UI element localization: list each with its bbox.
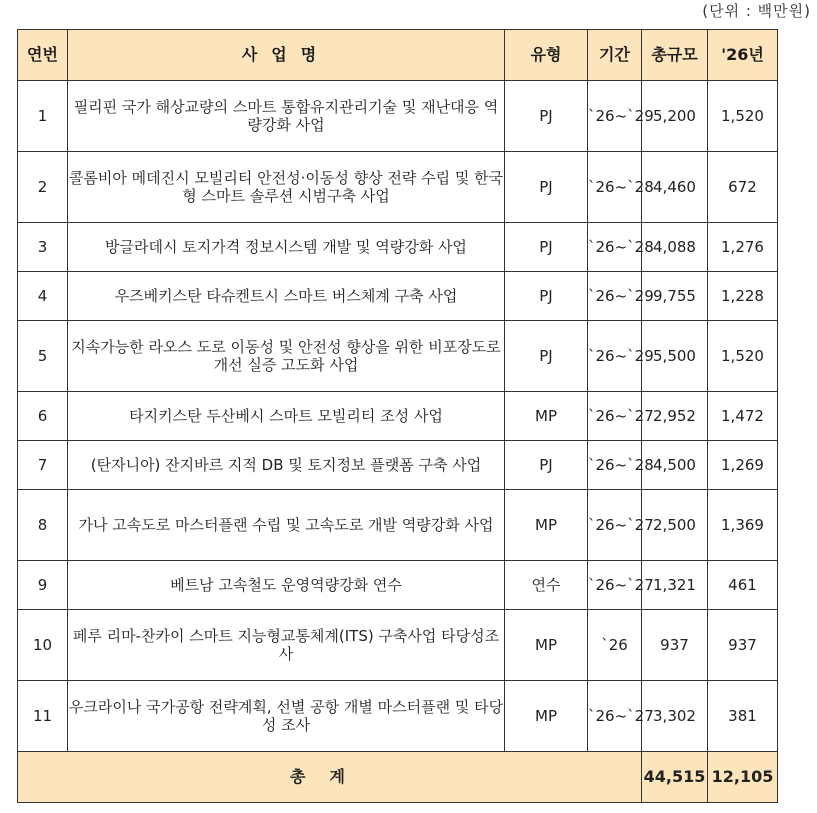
row-period: `26~`29 [588, 272, 642, 321]
row-period: `26 [588, 610, 642, 681]
row-total-scale: 937 [642, 610, 708, 681]
row-year26: 1,276 [708, 223, 778, 272]
row-year26: 1,228 [708, 272, 778, 321]
row-period: `26~`29 [588, 81, 642, 152]
row-total-scale: 9,755 [642, 272, 708, 321]
total-label: 총계 [18, 752, 642, 803]
row-no: 2 [18, 152, 68, 223]
row-total-scale: 5,500 [642, 321, 708, 392]
row-no: 6 [18, 392, 68, 441]
projects-table [17, 29, 778, 803]
col-header-no: 연번 [18, 30, 68, 81]
row-no: 9 [18, 561, 68, 610]
col-header-name: 사업명 [68, 30, 505, 81]
total-row [18, 752, 778, 803]
row-year26: 381 [708, 681, 778, 752]
row-type: PJ [505, 441, 588, 490]
row-period: `26~`29 [588, 321, 642, 392]
table-row [18, 490, 778, 561]
row-no: 3 [18, 223, 68, 272]
table-row [18, 223, 778, 272]
table-row [18, 561, 778, 610]
row-year26: 1,369 [708, 490, 778, 561]
table-row [18, 681, 778, 752]
row-total-scale: 2,952 [642, 392, 708, 441]
row-type: PJ [505, 223, 588, 272]
col-header-total-scale: 총규모 [642, 30, 708, 81]
table-row [18, 272, 778, 321]
row-project-name: 방글라데시 토지가격 정보시스템 개발 및 역량강화 사업 [68, 223, 505, 272]
row-year26: 461 [708, 561, 778, 610]
row-no: 8 [18, 490, 68, 561]
row-project-name: 가나 고속도로 마스터플랜 수립 및 고속도로 개발 역량강화 사업 [68, 490, 505, 561]
row-period: `26~`27 [588, 392, 642, 441]
row-period: `26~`28 [588, 223, 642, 272]
row-period: `26~`28 [588, 441, 642, 490]
col-header-year26: '26년 [708, 30, 778, 81]
row-year26: 1,269 [708, 441, 778, 490]
row-project-name: 베트남 고속철도 운영역량강화 연수 [68, 561, 505, 610]
row-no: 5 [18, 321, 68, 392]
row-project-name: 우즈베키스탄 타슈켄트시 스마트 버스체계 구축 사업 [68, 272, 505, 321]
row-total-scale: 2,500 [642, 490, 708, 561]
table-row [18, 152, 778, 223]
table-row [18, 441, 778, 490]
col-header-type: 유형 [505, 30, 588, 81]
table-row [18, 321, 778, 392]
row-project-name: 우크라이나 국가공항 전략계획, 선별 공항 개별 마스터플랜 및 타당성 조사 [68, 681, 505, 752]
col-header-period: 기간 [588, 30, 642, 81]
row-no: 4 [18, 272, 68, 321]
row-year26: 1,520 [708, 321, 778, 392]
row-type: PJ [505, 272, 588, 321]
row-type: MP [505, 392, 588, 441]
row-type: 연수 [505, 561, 588, 610]
row-type: PJ [505, 321, 588, 392]
row-project-name: 필리핀 국가 해상교량의 스마트 통합유지관리기술 및 재난대응 역량강화 사업 [68, 81, 505, 152]
row-year26: 937 [708, 610, 778, 681]
row-no: 10 [18, 610, 68, 681]
row-type: MP [505, 610, 588, 681]
unit-note: (단위 : 백만원) [702, 2, 811, 20]
row-type: MP [505, 490, 588, 561]
row-project-name: 콜롬비아 메데진시 모빌리티 안전성·이동성 향상 전략 수립 및 한국형 스마트 솔루션 시범구축 사업 [68, 152, 505, 223]
row-project-name: 페루 리마-찬카이 스마트 지능형교통체계(ITS) 구축사업 타당성조사 [68, 610, 505, 681]
row-project-name: 타지키스탄 두산베시 스마트 모빌리티 조성 사업 [68, 392, 505, 441]
row-period: `26~`28 [588, 152, 642, 223]
row-no: 1 [18, 81, 68, 152]
total-scale-sum: 44,515 [642, 752, 708, 803]
row-total-scale: 1,321 [642, 561, 708, 610]
table-row [18, 81, 778, 152]
row-total-scale: 4,500 [642, 441, 708, 490]
row-period: `26~`27 [588, 490, 642, 561]
year26-sum: 12,105 [708, 752, 778, 803]
row-no: 7 [18, 441, 68, 490]
row-period: `26~`27 [588, 681, 642, 752]
row-total-scale: 5,200 [642, 81, 708, 152]
header-row [18, 30, 778, 81]
row-total-scale: 4,460 [642, 152, 708, 223]
row-type: PJ [505, 152, 588, 223]
row-year26: 672 [708, 152, 778, 223]
table-row [18, 610, 778, 681]
row-total-scale: 3,302 [642, 681, 708, 752]
row-project-name: 지속가능한 라오스 도로 이동성 및 안전성 향상을 위한 비포장도로 개선 실증 고도화 사업 [68, 321, 505, 392]
row-total-scale: 4,088 [642, 223, 708, 272]
row-type: MP [505, 681, 588, 752]
row-no: 11 [18, 681, 68, 752]
row-type: PJ [505, 81, 588, 152]
row-period: `26~`27 [588, 561, 642, 610]
row-year26: 1,472 [708, 392, 778, 441]
table-row [18, 392, 778, 441]
row-year26: 1,520 [708, 81, 778, 152]
row-project-name: (탄자니아) 잔지바르 지적 DB 및 토지정보 플랫폼 구축 사업 [68, 441, 505, 490]
